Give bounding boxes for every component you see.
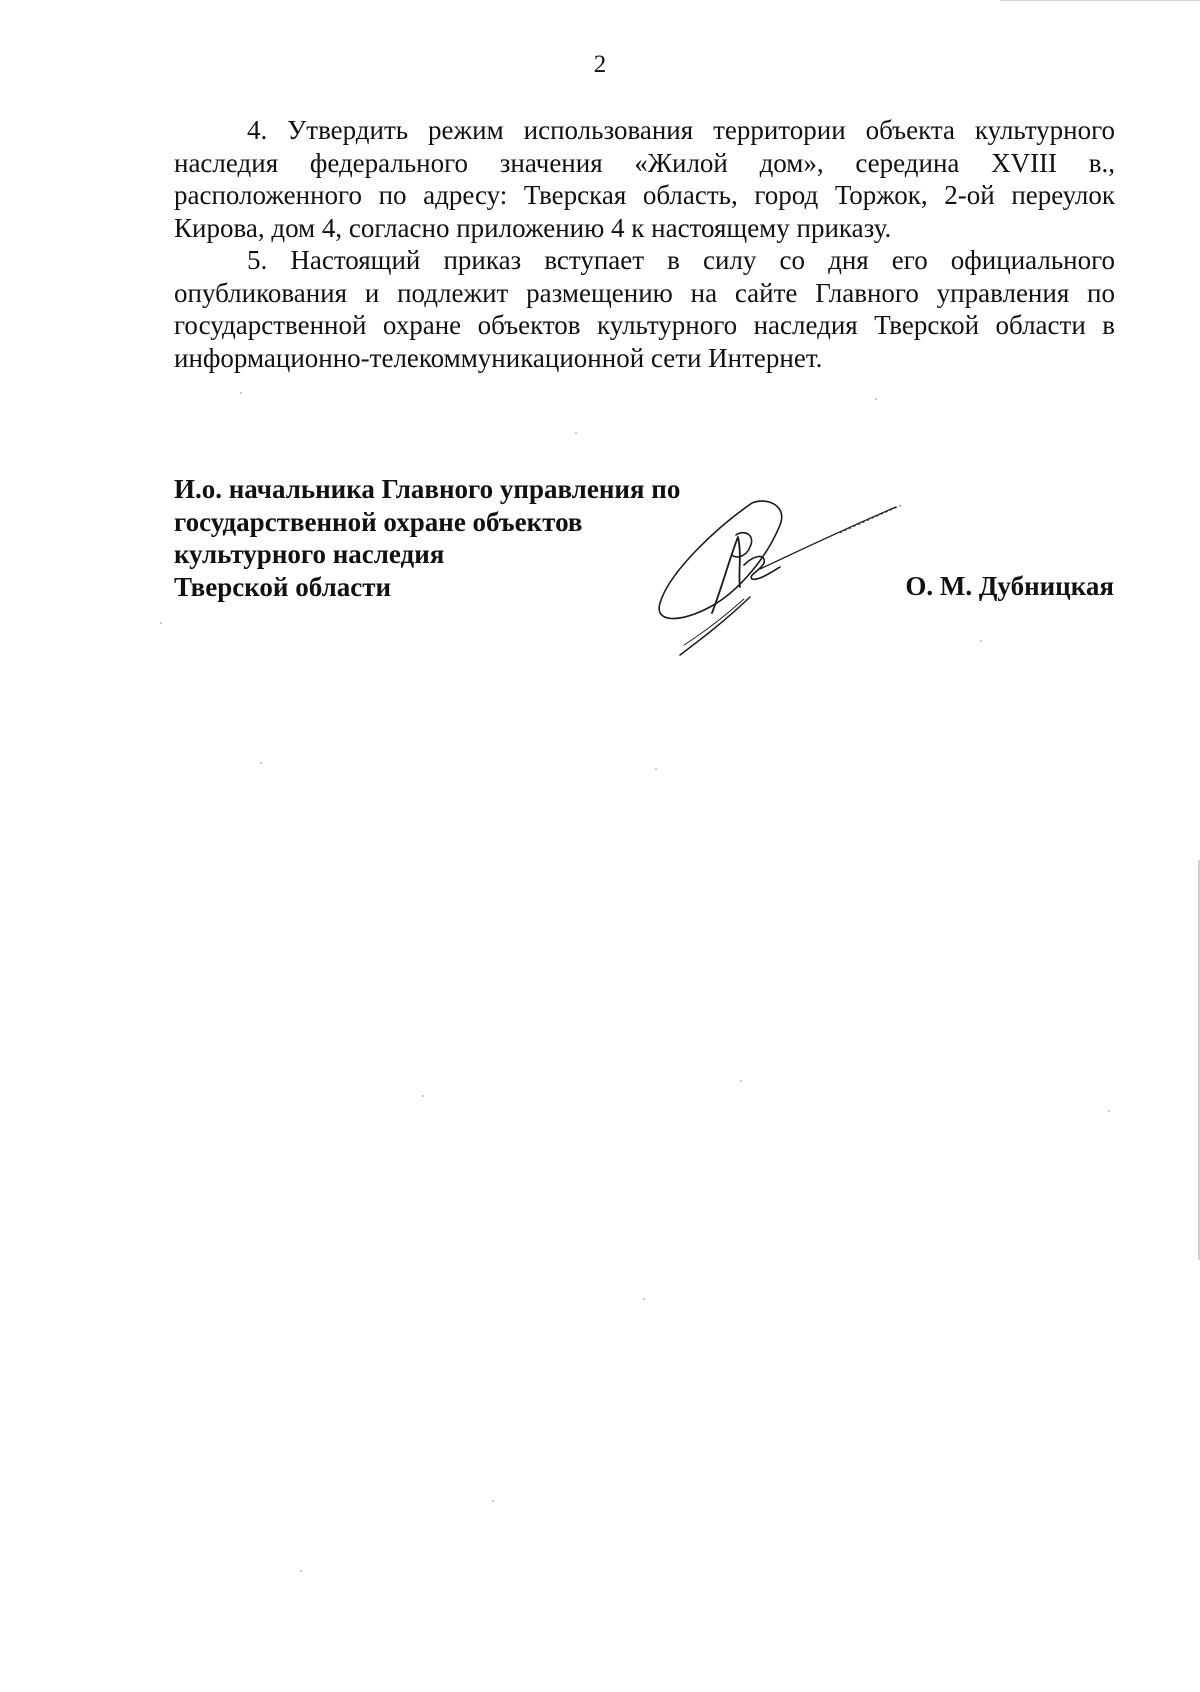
scan-speck — [643, 1298, 645, 1300]
scan-edge — [1000, 0, 1200, 1]
scan-speck — [1108, 1110, 1110, 1112]
scan-speck — [160, 622, 162, 624]
scan-speck — [300, 1570, 302, 1572]
paragraph-4: 4. Утвердить режим использования территории объекта культурного наследия федерального значения «Жилой дом», середина XVIII в., расположенного по адресу: Тверская область, город Торжок, 2-ой переулок Кирова, дом 4, согласно приложению 4 к настоящему приказу. — [174, 115, 1115, 243]
scan-speck — [875, 398, 877, 400]
scan-speck — [575, 432, 577, 434]
document-body — [174, 114, 1115, 374]
signer-title-line: государственной охране объектов — [174, 506, 583, 537]
paragraph-5: 5. Настоящий приказ вступает в силу со дня его официального опубликования и подлежит размещению на сайте Главного управления по государственной охране объектов культурного наследия Тверской области в информационно-телекоммуникационной сети Интернет. — [174, 245, 1115, 373]
signer-name: О. М. Дубницкая — [905, 571, 1114, 601]
signer-title-line: И.о. начальника Главного управления по — [174, 474, 681, 504]
signer-title-line: культурного наследия — [174, 539, 445, 569]
handwritten-signature — [640, 495, 910, 665]
scan-speck — [492, 1500, 494, 1502]
scan-speck — [980, 640, 982, 642]
scan-speck — [260, 762, 262, 764]
scan-speck — [240, 392, 242, 394]
page-number: 2 — [593, 51, 607, 78]
scan-speck — [422, 1095, 424, 1097]
signer-title-line: Тверской области — [174, 571, 392, 602]
scan-speck — [740, 1080, 742, 1082]
scan-speck — [655, 768, 657, 770]
